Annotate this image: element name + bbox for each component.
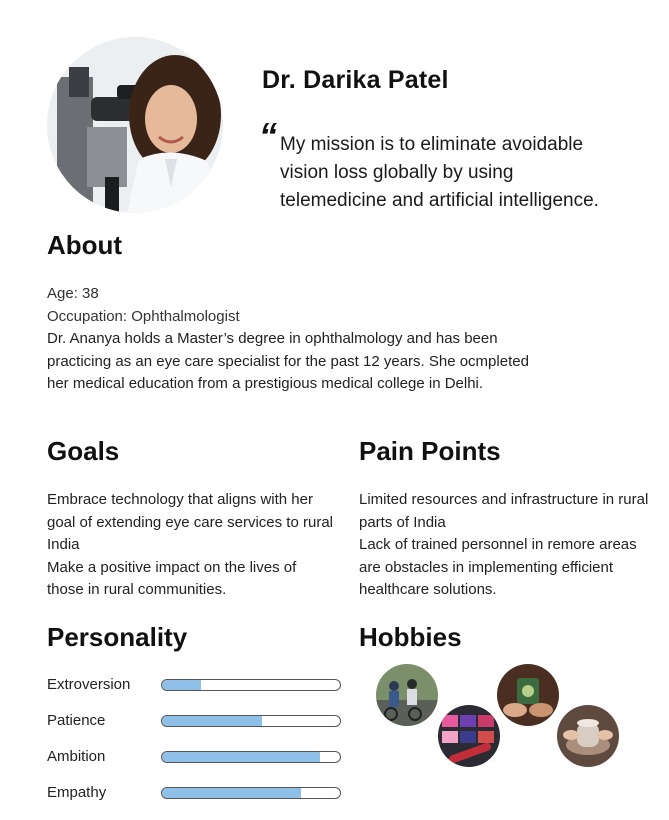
goals-heading: Goals xyxy=(47,436,120,466)
trait-label-ambition: Ambition xyxy=(47,748,106,765)
avatar xyxy=(47,37,223,213)
trait-label-extroversion: Extroversion xyxy=(47,676,131,693)
trait-fill xyxy=(162,752,320,762)
trait-fill xyxy=(162,716,262,726)
pain-point-item: Lack of trained personnel in remore areas are obstacles in implementing efficient healthcare solutions. xyxy=(359,536,637,598)
trait-bar-empathy xyxy=(161,787,341,799)
quote-mark-icon: “ xyxy=(259,115,277,156)
goals-list xyxy=(47,489,337,602)
trait-bar-ambition xyxy=(161,751,341,763)
trait-fill xyxy=(162,680,201,690)
hobby-board-game-photo xyxy=(497,664,559,726)
about-age: Age: 38 xyxy=(47,285,99,302)
hobbies-heading: Hobbies xyxy=(359,622,462,652)
persona-quote: My mission is to eliminate avoidable vision loss globally by using telemedicine and artificial intelligence. xyxy=(280,134,599,211)
about-heading: About xyxy=(47,230,123,260)
about-section xyxy=(47,283,537,396)
trait-label-empathy: Empathy xyxy=(47,784,107,801)
hobby-painting-photo xyxy=(438,705,500,767)
pain-points-list xyxy=(359,489,649,602)
trait-label-patience: Patience xyxy=(47,712,106,729)
about-occupation: Occupation: Ophthalmologist xyxy=(47,307,240,325)
pain-points-heading: Pain Points xyxy=(359,436,501,466)
trait-bar-extroversion xyxy=(161,679,341,691)
goal-item: Make a positive impact on the lives of those in rural communities. xyxy=(47,558,297,598)
trait-bar-patience xyxy=(161,715,341,727)
persona-name: Dr. Darika Patel xyxy=(262,66,449,94)
pain-point-item: Limited resources and infrastructure in rural parts of India xyxy=(359,491,649,531)
hobby-pottery-photo xyxy=(557,705,619,767)
trait-fill xyxy=(162,788,301,798)
goal-item: Embrace technology that aligns with her goal of extending eye care services to rural India xyxy=(47,491,333,553)
personality-heading: Personality xyxy=(47,622,188,652)
hobby-cycling-photo xyxy=(376,664,438,726)
about-bio: Dr. Ananya holds a Master’s degree in ophthalmology and has been practicing as an eye care specialist for the past 12 years. She ocmpleted her medical education from a prestigious medical college in Delhi. xyxy=(47,330,529,392)
